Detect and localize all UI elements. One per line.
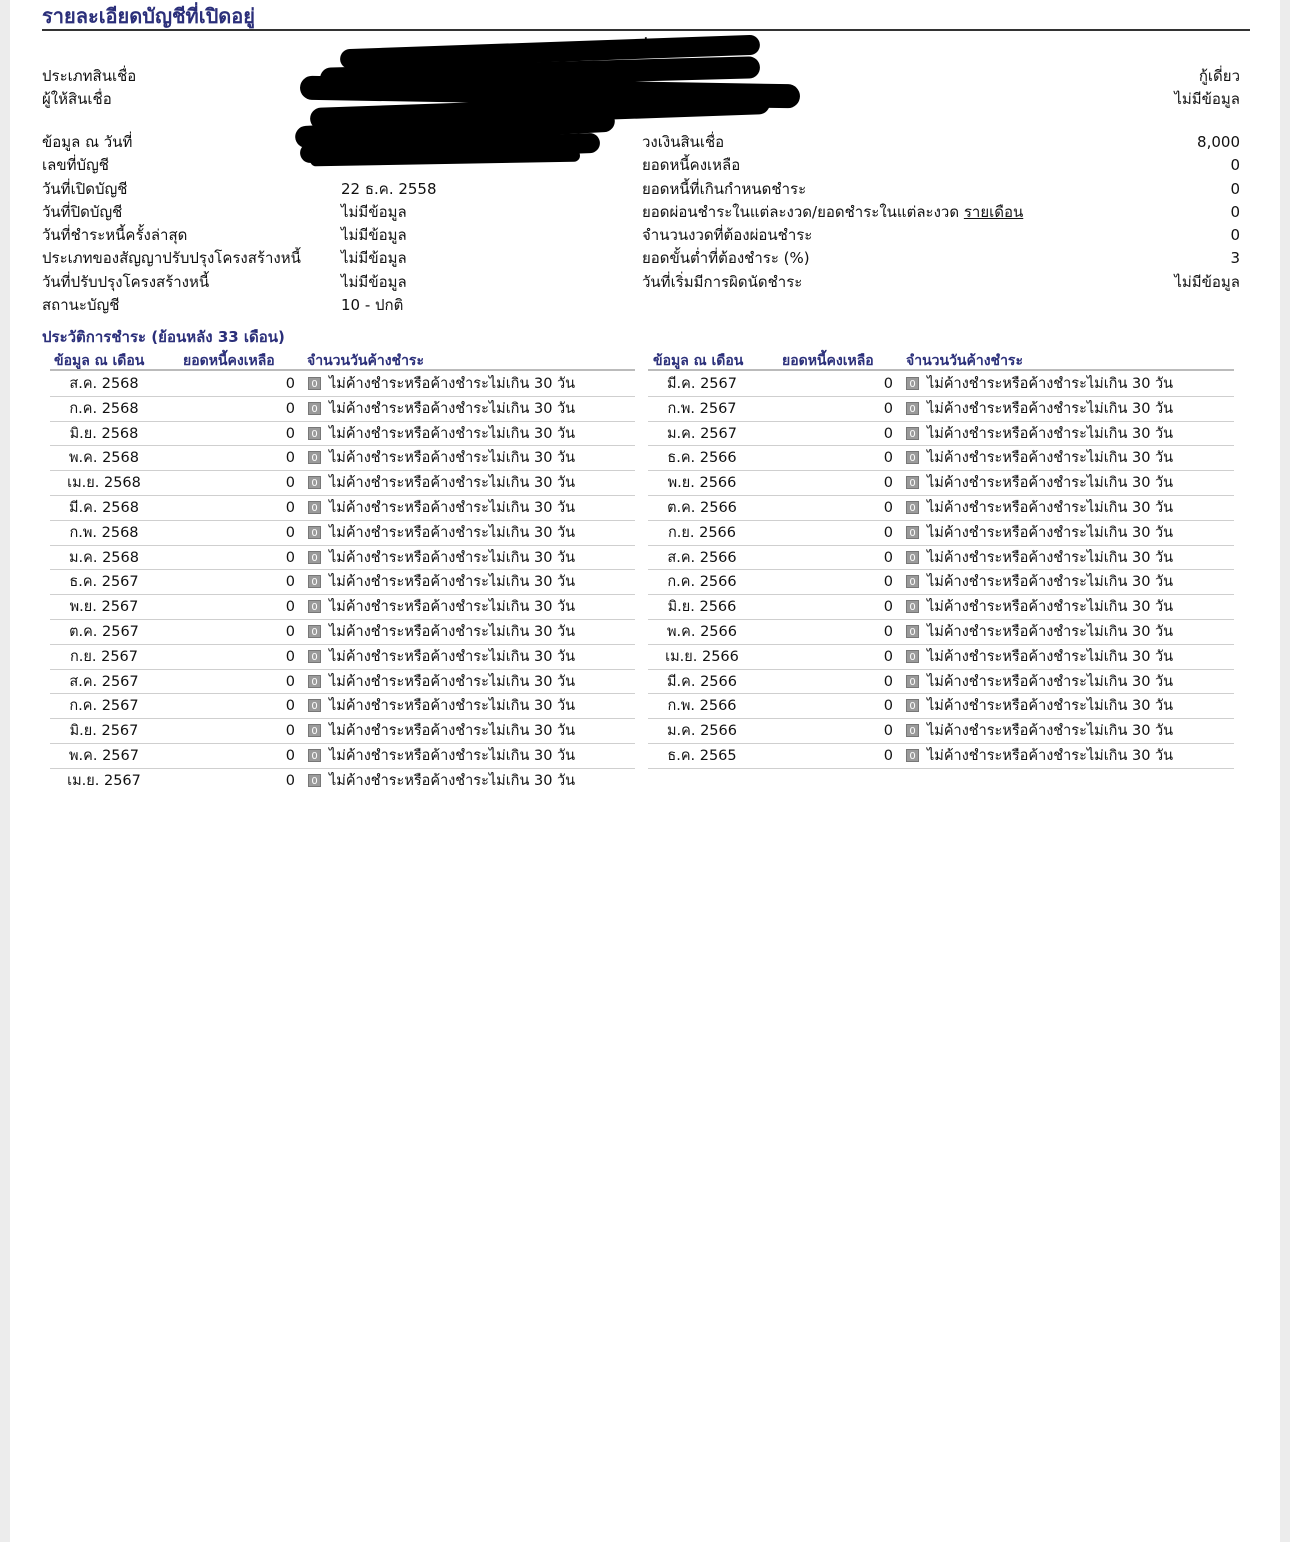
history-days-overdue: ไม่ค้างชำระหรือค้างชำระไม่เกิน 30 วัน [927, 599, 1174, 616]
status-code-badge: 0 [906, 625, 919, 638]
history-month: เม.ย. 2566 [665, 648, 739, 665]
status-code-badge: 0 [906, 724, 919, 737]
status-code-badge: 0 [308, 526, 321, 539]
status-code-badge: 0 [308, 699, 321, 712]
value-outstanding-balance: 0 [1230, 156, 1240, 174]
history-row [648, 521, 1234, 546]
history-month: ส.ค. 2566 [667, 549, 737, 566]
history-days-overdue: ไม่ค้างชำระหรือค้างชำระไม่เกิน 30 วัน [329, 648, 576, 665]
title-divider [42, 29, 1250, 31]
status-code-badge: 0 [906, 551, 919, 564]
value-overdue-amount: 0 [1230, 180, 1240, 198]
history-row [50, 496, 635, 521]
history-month: ต.ค. 2566 [667, 500, 737, 516]
history-days-overdue: ไม่ค้างชำระหรือค้างชำระไม่เกิน 30 วัน [927, 475, 1174, 492]
history-days-overdue: ไม่ค้างชำระหรือค้างชำระไม่เกิน 30 วัน [329, 376, 576, 392]
status-code-badge: 0 [906, 526, 919, 539]
status-code-badge: 0 [906, 402, 919, 415]
history-balance: 0 [883, 450, 893, 467]
status-code-badge: 0 [308, 377, 321, 390]
history-row [648, 546, 1234, 571]
history-month: มี.ค. 2567 [667, 376, 737, 392]
history-month: มิ.ย. 2566 [667, 599, 737, 616]
value-lender: ไม่มีข้อมูล [1174, 90, 1240, 108]
value-account-status: 10 - ปกติ [341, 296, 404, 314]
history-row [50, 570, 635, 595]
history-row [50, 620, 635, 645]
history-balance: 0 [285, 624, 295, 640]
value-open-date: 22 ธ.ค. 2558 [341, 180, 437, 198]
history-month: ต.ค. 2567 [69, 624, 139, 640]
history-days-overdue: ไม่ค้างชำระหรือค้างชำระไม่เกิน 30 วัน [329, 475, 576, 492]
history-balance: 0 [883, 698, 893, 715]
history-days-overdue: ไม่ค้างชำระหรือค้างชำระไม่เกิน 30 วัน [329, 723, 576, 740]
history-row [50, 595, 635, 620]
history-balance: 0 [883, 400, 893, 417]
history-balance: 0 [285, 549, 295, 566]
history-row [648, 446, 1234, 471]
value-last-payment-date: ไม่มีข้อมูล [341, 226, 407, 244]
history-month: มี.ค. 2566 [667, 673, 737, 690]
history-balance: 0 [285, 748, 295, 764]
payment-frequency: รายเดือน [963, 203, 1024, 221]
history-days-overdue: ไม่ค้างชำระหรือค้างชำระไม่เกิน 30 วัน [927, 673, 1174, 690]
history-balance: 0 [883, 723, 893, 740]
value-default-start-date: ไม่มีข้อมูล [1174, 273, 1240, 291]
history-balance: 0 [285, 723, 295, 740]
value-restructure-type: ไม่มีข้อมูล [341, 249, 407, 267]
history-month: ม.ค. 2566 [667, 723, 737, 740]
history-row [50, 446, 635, 471]
value-credit-limit: 8,000 [1197, 133, 1240, 151]
label-lender: ผู้ให้สินเชื่อ [42, 90, 112, 108]
status-code-badge: 0 [308, 575, 321, 588]
status-code-badge: 0 [906, 675, 919, 688]
history-month: มี.ค. 2568 [69, 500, 139, 516]
history-row [50, 744, 635, 769]
history-row [648, 496, 1234, 521]
history-balance: 0 [883, 599, 893, 616]
history-balance: 0 [883, 624, 893, 640]
history-row [648, 422, 1234, 447]
status-code-badge: 0 [906, 575, 919, 588]
history-days-overdue: ไม่ค้างชำระหรือค้างชำระไม่เกิน 30 วัน [927, 723, 1174, 740]
history-days-overdue: ไม่ค้างชำระหรือค้างชำระไม่เกิน 30 วัน [329, 549, 576, 566]
value-installment-amount: 0 [1230, 203, 1240, 221]
history-row [648, 471, 1234, 496]
report-page [10, 0, 1280, 1542]
history-month: ก.ย. 2567 [69, 648, 138, 665]
history-balance: 0 [883, 574, 893, 591]
history-month: ก.พ. 2568 [69, 524, 139, 541]
history-balance: 0 [285, 450, 295, 467]
history-days-overdue: ไม่ค้างชำระหรือค้างชำระไม่เกิน 30 วัน [927, 450, 1174, 467]
history-days-overdue: ไม่ค้างชำระหรือค้างชำระไม่เกิน 30 วัน [927, 748, 1174, 764]
history-balance: 0 [285, 574, 295, 591]
history-month: ก.ค. 2566 [667, 574, 737, 591]
history-header-divider [648, 369, 1234, 371]
history-days-overdue: ไม่ค้างชำระหรือค้างชำระไม่เกิน 30 วัน [329, 450, 576, 467]
history-month: มิ.ย. 2568 [69, 425, 139, 442]
history-header-divider [50, 369, 635, 371]
status-code-badge: 0 [906, 451, 919, 464]
history-month: ส.ค. 2568 [69, 376, 139, 392]
history-balance: 0 [883, 475, 893, 492]
label-restructure-date: วันที่ปรับปรุงโครงสร้างหนี้ [42, 273, 210, 291]
status-code-badge: 0 [906, 699, 919, 712]
history-balance: 0 [883, 524, 893, 541]
value-minimum-payment: 3 [1230, 249, 1240, 267]
status-code-badge: 0 [308, 501, 321, 514]
history-month: ก.พ. 2567 [667, 400, 737, 417]
history-title: ประวัติการชำระ (ย้อนหลัง 33 เดือน) [42, 328, 285, 346]
label-installment-amount: ยอดผ่อนชำระในแต่ละงวด/ยอดชำระในแต่ละงวด รายเดือน [642, 203, 1024, 221]
history-days-overdue: ไม่ค้างชำระหรือค้างชำระไม่เกิน 30 วัน [329, 748, 576, 764]
status-code-badge: 0 [308, 451, 321, 464]
history-row [648, 620, 1234, 645]
history-month: ธ.ค. 2567 [69, 574, 139, 591]
history-month: เม.ย. 2567 [67, 772, 141, 789]
history-row [50, 521, 635, 546]
history-row [50, 422, 635, 447]
page-title: รายละเอียดบัญชีที่เปิดอยู่ [42, 4, 255, 28]
history-month: เม.ย. 2568 [67, 475, 141, 492]
history-row [50, 719, 635, 744]
history-row [648, 744, 1234, 769]
value-loan-type: กู้เดี่ยว [1198, 67, 1240, 85]
history-month: ธ.ค. 2566 [667, 450, 737, 467]
status-code-badge: 0 [308, 551, 321, 564]
status-code-badge: 0 [308, 625, 321, 638]
history-month: ก.ค. 2567 [69, 698, 139, 715]
history-balance: 0 [883, 500, 893, 516]
history-balance: 0 [285, 376, 295, 392]
label-open-date: วันที่เปิดบัญชี [42, 180, 128, 198]
history-balance: 0 [285, 524, 295, 541]
history-row [50, 546, 635, 571]
status-code-badge: 0 [308, 675, 321, 688]
value-restructure-date: ไม่มีข้อมูล [341, 273, 407, 291]
history-header-month: ข้อมูล ณ เดือน [54, 353, 145, 369]
status-code-badge: 0 [906, 377, 919, 390]
status-code-badge: 0 [906, 749, 919, 762]
history-balance: 0 [285, 500, 295, 516]
history-row [50, 769, 635, 794]
history-month: ก.ย. 2566 [667, 524, 736, 541]
history-days-overdue: ไม่ค้างชำระหรือค้างชำระไม่เกิน 30 วัน [927, 400, 1174, 417]
history-month: พ.ค. 2566 [667, 624, 737, 640]
history-row [648, 694, 1234, 719]
history-row [50, 471, 635, 496]
history-month: มิ.ย. 2567 [69, 723, 139, 740]
status-code-badge: 0 [906, 501, 919, 514]
history-days-overdue: ไม่ค้างชำระหรือค้างชำระไม่เกิน 30 วัน [927, 500, 1174, 516]
history-days-overdue: ไม่ค้างชำระหรือค้างชำระไม่เกิน 30 วัน [329, 524, 576, 541]
history-days-overdue: ไม่ค้างชำระหรือค้างชำระไม่เกิน 30 วัน [927, 376, 1174, 392]
history-month: ส.ค. 2567 [69, 673, 139, 690]
label-last-payment-date: วันที่ชำระหนี้ครั้งล่าสุด [42, 226, 188, 244]
history-row [648, 670, 1234, 695]
history-balance: 0 [883, 748, 893, 764]
history-header-days: จำนวนวันค้างชำระ [906, 353, 1023, 369]
status-code-badge: 0 [308, 476, 321, 489]
label-loan-type: ประเภทสินเชื่อ [42, 67, 137, 85]
history-days-overdue: ไม่ค้างชำระหรือค้างชำระไม่เกิน 30 วัน [329, 500, 576, 516]
status-code-badge: 0 [906, 427, 919, 440]
history-month: ม.ค. 2567 [667, 425, 737, 442]
history-days-overdue: ไม่ค้างชำระหรือค้างชำระไม่เกิน 30 วัน [927, 698, 1174, 715]
history-month: ม.ค. 2568 [69, 549, 139, 566]
history-month: พ.ย. 2567 [69, 599, 139, 616]
label-overdue-amount: ยอดหนี้ที่เกินกำหนดชำระ [642, 180, 807, 198]
history-row [50, 397, 635, 422]
history-days-overdue: ไม่ค้างชำระหรือค้างชำระไม่เกิน 30 วัน [927, 574, 1174, 591]
history-days-overdue: ไม่ค้างชำระหรือค้างชำระไม่เกิน 30 วัน [927, 624, 1174, 640]
label-data-date: ข้อมูล ณ วันที่ [42, 133, 133, 151]
history-days-overdue: ไม่ค้างชำระหรือค้างชำระไม่เกิน 30 วัน [329, 698, 576, 715]
history-header-days: จำนวนวันค้างชำระ [307, 353, 424, 369]
history-balance: 0 [883, 673, 893, 690]
history-balance: 0 [883, 549, 893, 566]
history-days-overdue: ไม่ค้างชำระหรือค้างชำระไม่เกิน 30 วัน [927, 648, 1174, 665]
status-code-badge: 0 [308, 600, 321, 613]
history-days-overdue: ไม่ค้างชำระหรือค้างชำระไม่เกิน 30 วัน [927, 549, 1174, 566]
label-credit-limit: วงเงินสินเชื่อ [642, 133, 725, 151]
history-balance: 0 [285, 425, 295, 442]
history-days-overdue: ไม่ค้างชำระหรือค้างชำระไม่เกิน 30 วัน [329, 624, 576, 640]
history-month: พ.ย. 2566 [667, 475, 737, 492]
history-month: ธ.ค. 2565 [667, 748, 737, 764]
status-code-badge: 0 [906, 600, 919, 613]
history-row [648, 397, 1234, 422]
history-balance: 0 [883, 648, 893, 665]
history-balance: 0 [285, 400, 295, 417]
label-restructure-type: ประเภทของสัญญาปรับปรุงโครงสร้างหนี้ [42, 249, 301, 267]
history-header-balance: ยอดหนี้คงเหลือ [183, 353, 275, 369]
history-row [648, 570, 1234, 595]
label-account-number: เลขที่บัญชี [42, 156, 109, 174]
history-days-overdue: ไม่ค้างชำระหรือค้างชำระไม่เกิน 30 วัน [927, 425, 1174, 442]
history-balance: 0 [883, 376, 893, 392]
history-row [50, 645, 635, 670]
status-code-badge: 0 [308, 427, 321, 440]
value-installment-count: 0 [1230, 226, 1240, 244]
history-row [648, 719, 1234, 744]
history-month: พ.ค. 2567 [69, 748, 139, 764]
history-days-overdue: ไม่ค้างชำระหรือค้างชำระไม่เกิน 30 วัน [927, 524, 1174, 541]
label-minimum-payment: ยอดขั้นต่ำที่ต้องชำระ (%) [642, 249, 810, 267]
value-close-date: ไม่มีข้อมูล [341, 203, 407, 221]
history-balance: 0 [285, 648, 295, 665]
history-row [648, 372, 1234, 397]
label-default-start-date: วันที่เริ่มมีการผิดนัดชำระ [642, 273, 803, 291]
label-outstanding-balance: ยอดหนี้คงเหลือ [642, 156, 741, 174]
history-month: ก.ค. 2568 [69, 400, 139, 417]
history-header-month: ข้อมูล ณ เดือน [653, 353, 744, 369]
history-days-overdue: ไม่ค้างชำระหรือค้างชำระไม่เกิน 30 วัน [329, 574, 576, 591]
history-header-balance: ยอดหนี้คงเหลือ [782, 353, 874, 369]
status-code-badge: 0 [308, 724, 321, 737]
status-code-badge: 0 [308, 650, 321, 663]
history-row [50, 670, 635, 695]
history-balance: 0 [285, 599, 295, 616]
label-close-date: วันที่ปิดบัญชี [42, 203, 123, 221]
history-days-overdue: ไม่ค้างชำระหรือค้างชำระไม่เกิน 30 วัน [329, 673, 576, 690]
history-row [50, 372, 635, 397]
history-balance: 0 [285, 475, 295, 492]
history-days-overdue: ไม่ค้างชำระหรือค้างชำระไม่เกิน 30 วัน [329, 425, 576, 442]
history-row [648, 645, 1234, 670]
history-month: ก.พ. 2566 [667, 698, 737, 715]
history-balance: 0 [285, 698, 295, 715]
history-row [50, 694, 635, 719]
history-balance: 0 [285, 673, 295, 690]
status-code-badge: 0 [308, 402, 321, 415]
status-code-badge: 0 [906, 476, 919, 489]
history-days-overdue: ไม่ค้างชำระหรือค้างชำระไม่เกิน 30 วัน [329, 599, 576, 616]
label-installment-count: จำนวนงวดที่ต้องผ่อนชำระ [642, 226, 813, 244]
history-balance: 0 [883, 425, 893, 442]
history-days-overdue: ไม่ค้างชำระหรือค้างชำระไม่เกิน 30 วัน [329, 400, 576, 417]
status-code-badge: 0 [906, 650, 919, 663]
status-code-badge: 0 [308, 749, 321, 762]
status-code-badge: 0 [308, 774, 321, 787]
history-month: พ.ค. 2568 [69, 450, 139, 467]
history-days-overdue: ไม่ค้างชำระหรือค้างชำระไม่เกิน 30 วัน [329, 772, 576, 789]
label-account-status: สถานะบัญชี [42, 296, 120, 314]
history-row [648, 595, 1234, 620]
history-balance: 0 [285, 772, 295, 789]
